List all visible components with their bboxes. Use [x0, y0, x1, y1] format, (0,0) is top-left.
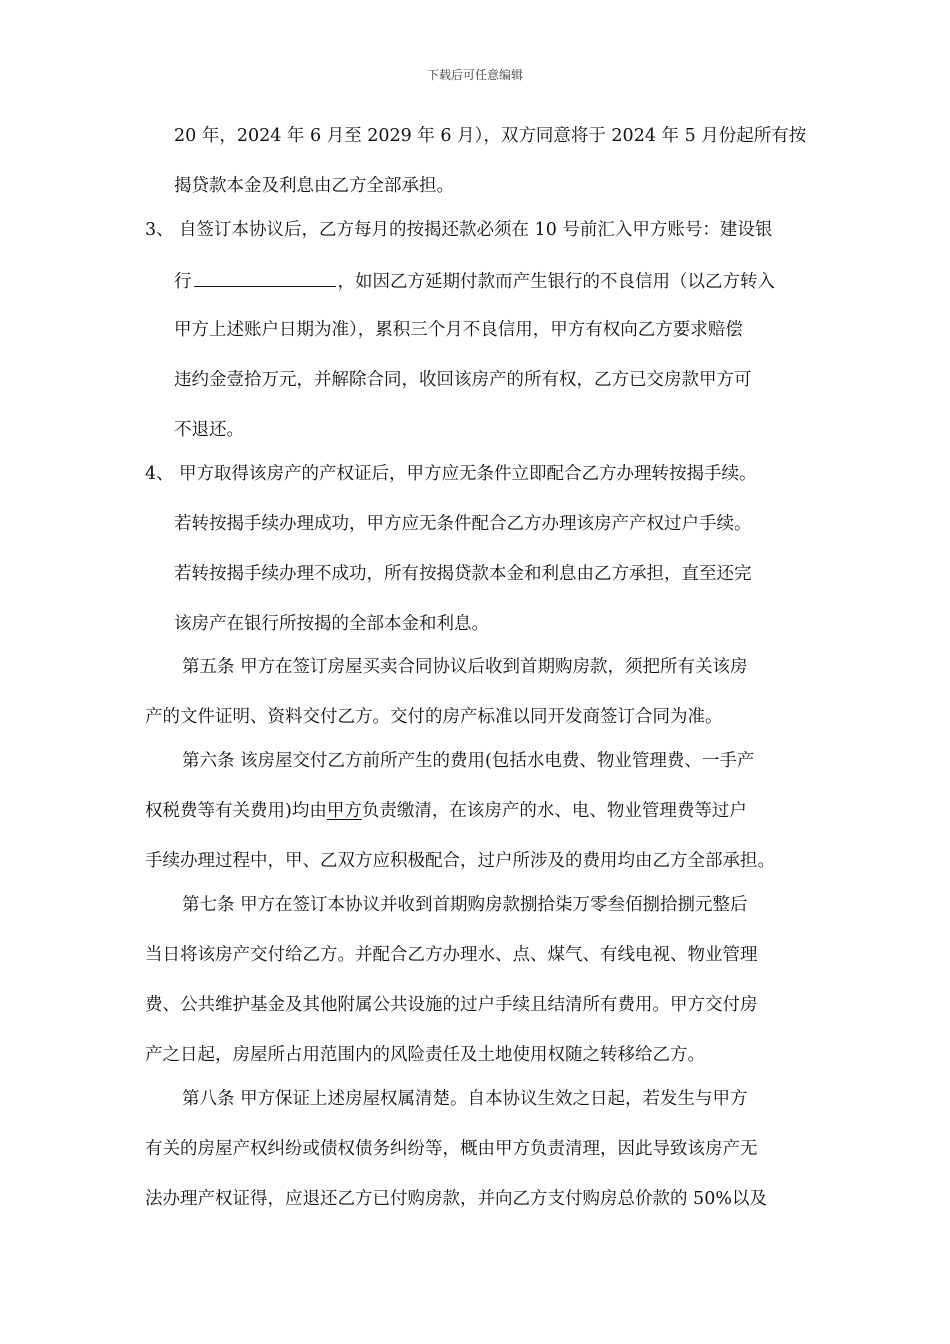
text-segment: 权税费等有关费用)均由: [145, 801, 327, 821]
list-item-number: 4、: [145, 464, 174, 484]
article-line: 有关的房屋产权纠纷或债权债务纠纷等，概由甲方负责清理，因此导致该房产无: [145, 1139, 758, 1159]
underlined-party: 甲方: [326, 801, 362, 821]
paragraph-line: 自签订本协议后，乙方每月的按揭还款必须在 10 号前汇入甲方账号：建设银: [179, 220, 773, 240]
paragraph-line: 20 年，2024 年 6 月至 2029 年 6 月），双方同意将于 2024 年 5 月份起所有按: [174, 126, 807, 146]
list-item-number: 3、: [145, 220, 174, 240]
paragraph-line: 若转按揭手续办理不成功，所有按揭贷款本金和利息由乙方承担，直至还完: [174, 564, 752, 584]
paragraph-line: 若转按揭手续办理成功，甲方应无条件配合乙方办理该房产产权过户手续。: [174, 514, 752, 534]
article-line: 法办理产权证得，应退还乙方已付购房款，并向乙方支付购房总价款的 50%以及: [145, 1189, 767, 1209]
article-line: 产的文件证明、资料交付乙方。交付的房产标准以同开发商签订合同为准。: [145, 707, 723, 727]
text-segment: 行: [174, 272, 192, 292]
paragraph-line: 揭贷款本金及利息由乙方全部承担。: [174, 176, 454, 196]
page-header: 下载后可任意编辑: [426, 68, 523, 82]
article-line: 第七条 甲方在签订本协议并收到首期购房款捌拾柒万零叁佰捌拾捌元整后: [182, 895, 748, 915]
text-segment: 负责缴清，在该房产的水、电、物业管理费等过户: [361, 801, 747, 821]
account-blank-line: [194, 272, 336, 287]
paragraph-line: 违约金壹拾万元，并解除合同，收回该房产的所有权，乙方已交房款甲方可: [174, 370, 752, 390]
paragraph-line: 该房产在银行所按揭的全部本金和利息。: [174, 614, 489, 634]
article-line: 第六条 该房屋交付乙方前所产生的费用(包括水电费、物业管理费、一手产: [182, 751, 755, 771]
paragraph-line: 甲方取得该房产的产权证后，甲方应无条件立即配合乙方办理转按揭手续。: [179, 464, 757, 484]
article-line: 当日将该房产交付给乙方。并配合乙方办理水、点、煤气、有线电视、物业管理: [145, 945, 758, 965]
paragraph-line: 不退还。: [174, 420, 244, 440]
text-segment: ，如因乙方延期付款而产生银行的不良信用（以乙方转入: [337, 272, 775, 292]
article-line: 费、公共维护基金及其他附属公共设施的过户手续且结清所有费用。甲方交付房: [145, 995, 758, 1015]
article-line: 第八条 甲方保证上述房屋权属清楚。自本协议生效之日起，若发生与甲方: [182, 1089, 748, 1109]
article-line: 产之日起，房屋所占用范围内的风险责任及土地使用权随之转移给乙方。: [145, 1045, 705, 1065]
paragraph-line: 甲方上述账户日期为准），累积三个月不良信用，甲方有权向乙方要求赔偿: [174, 320, 743, 340]
article-line: [145, 803, 747, 821]
article-line: 第五条 甲方在签订房屋买卖合同协议后收到首期购房款，须把所有关该房: [182, 657, 748, 677]
paragraph-line: [174, 272, 775, 292]
article-line: 手续办理过程中，甲、乙双方应积极配合，过户所涉及的费用均由乙方全部承担。: [145, 851, 775, 871]
